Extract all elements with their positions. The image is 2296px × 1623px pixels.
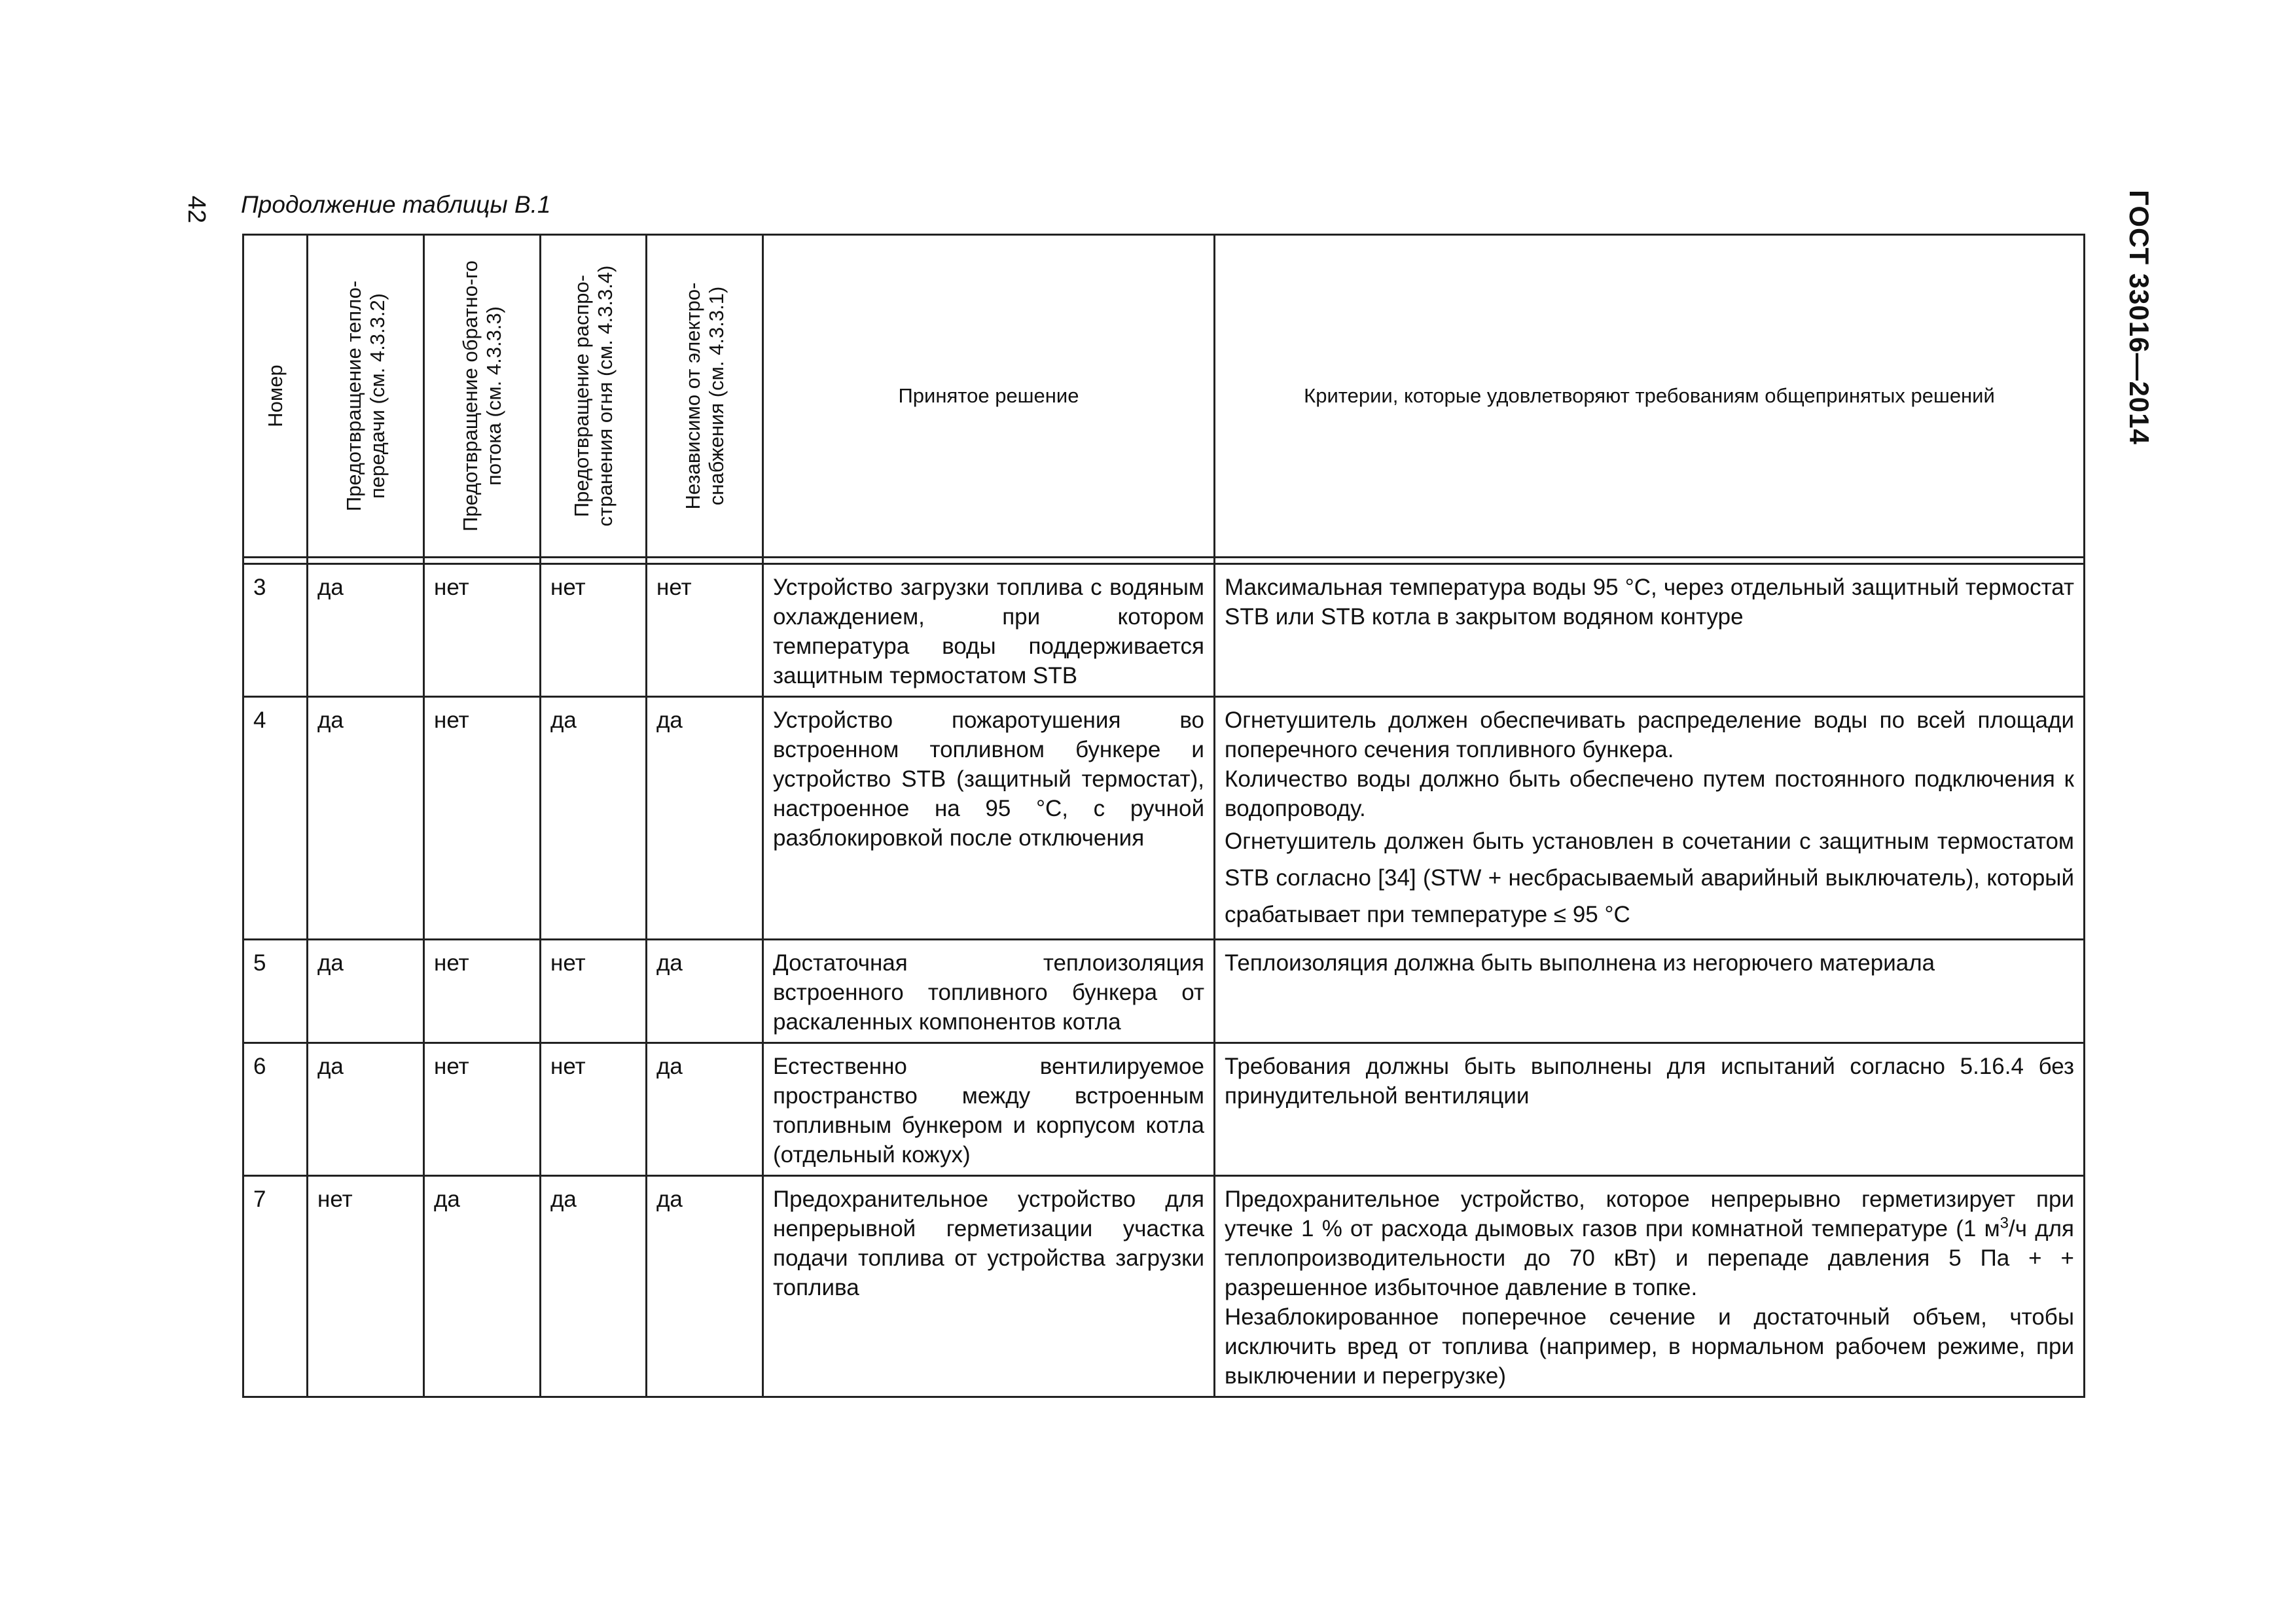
cell-heat: да	[308, 940, 424, 1043]
cell-number: 4	[243, 697, 308, 940]
cell-backflow: нет	[424, 697, 541, 940]
criteria-line: Количество воды должно быть обеспечено путем постоянного подключения к водопроводу.	[1225, 766, 2074, 821]
cell-power: да	[647, 1043, 763, 1176]
document-code: ГОСТ 33016—2014	[2124, 190, 2155, 445]
cell-number: 3	[243, 564, 308, 697]
cell-power: да	[647, 1176, 763, 1397]
header-power-independent: Независимо от электро-снабжения (см. 4.3.3.1)	[647, 235, 763, 558]
cell-criteria	[1215, 1176, 2085, 1397]
cell-fire: да	[541, 697, 647, 940]
cell-solution: Устройство пожаротушения во встроенном топливном бункере и устройство STB (защитный термостат), настроенное на 95 °С, с ручной разблокировкой после отключения	[763, 697, 1215, 940]
cell-backflow: нет	[424, 940, 541, 1043]
cell-criteria: Максимальная температура воды 95 °С, через отдельный защитный термостат STB или STB котла в закрытом водяном контуре	[1215, 564, 2085, 697]
cell-criteria: Теплоизоляция должна быть выполнена из негорючего материала	[1215, 940, 2085, 1043]
cell-backflow: нет	[424, 1043, 541, 1176]
criteria-line: Огнетушитель должен обеспечивать распределение воды по всей площади поперечного сечения топливного бункера.	[1225, 707, 2074, 762]
cell-backflow: да	[424, 1176, 541, 1397]
cell-fire: нет	[541, 564, 647, 697]
cell-criteria: Требования должны быть выполнены для испытаний согласно 5.16.4 без принудительной вентиляции	[1215, 1043, 2085, 1176]
cell-power: да	[647, 940, 763, 1043]
cell-number: 6	[243, 1043, 308, 1176]
header-number: Номер	[243, 235, 308, 558]
header-criteria: Критерии, которые удовлетворяют требованиям общепринятых решений	[1215, 235, 2085, 558]
criteria-line: Предохранительное устройство, которое непрерывно герметизирует при утечке 1 % от расхода дымовых газов при комнатной температуре (1 $м^3/ч$ для теплопроизводительности до 70 кВт) и перепаде давления 5 Па + + разрешенное избыточное давление в топке.	[1225, 1186, 2074, 1300]
cell-power: да	[647, 697, 763, 940]
table-row	[243, 940, 2085, 1043]
table-row	[243, 1176, 2085, 1397]
cell-criteria	[1215, 697, 2085, 940]
superscript: 3	[2000, 1214, 2009, 1232]
header-separator	[243, 558, 2085, 564]
header-solution: Принятое решение	[763, 235, 1215, 558]
page-number: 42	[183, 195, 210, 224]
cell-backflow: нет	[424, 564, 541, 697]
header-backflow: Предотвращение обратно-го потока (см. 4.3.3.3)	[424, 235, 541, 558]
table-row	[243, 564, 2085, 697]
cell-fire: нет	[541, 940, 647, 1043]
requirements-table	[242, 234, 2085, 1398]
criteria-line: Незаблокированное поперечное сечение и достаточный объем, чтобы исключить вред от топлива (например, в нормальном рабочем режиме, при выключении и перегрузке)	[1225, 1304, 2074, 1389]
cell-solution: Предохранительное устройство для непрерывной герметизации участка подачи топлива от устройства загрузки топлива	[763, 1176, 1215, 1397]
table-continuation-caption: Продолжение таблицы В.1	[241, 191, 551, 218]
cell-fire: нет	[541, 1043, 647, 1176]
cell-heat: нет	[308, 1176, 424, 1397]
header-heat-transfer: Предотвращение тепло-передачи (см. 4.3.3.2)	[308, 235, 424, 558]
cell-solution: Устройство загрузки топлива с водяным охлаждением, при котором температура воды поддерживается защитным термостатом STB	[763, 564, 1215, 697]
cell-heat: да	[308, 697, 424, 940]
cell-number: 5	[243, 940, 308, 1043]
cell-solution: Естественно вентилируемое пространство между встроенным топливным бункером и корпусом котла (отдельный кожух)	[763, 1043, 1215, 1176]
cell-fire: да	[541, 1176, 647, 1397]
header-row	[243, 235, 2085, 558]
cell-number: 7	[243, 1176, 308, 1397]
cell-heat: да	[308, 564, 424, 697]
cell-solution: Достаточная теплоизоляция встроенного топливного бункера от раскаленных компонентов котла	[763, 940, 1215, 1043]
header-fire-spread: Предотвращение распро-странения огня (см. 4.3.3.4)	[541, 235, 647, 558]
cell-power: нет	[647, 564, 763, 697]
table-row	[243, 697, 2085, 940]
criteria-line: Огнетушитель должен быть установлен в сочетании с защитным термостатом STB согласно [34] (STW + несбрасываемый аварийный выключатель), который срабатывает при температуре ≤ 95 °С	[1225, 829, 2074, 927]
cell-heat: да	[308, 1043, 424, 1176]
table-row	[243, 1043, 2085, 1176]
